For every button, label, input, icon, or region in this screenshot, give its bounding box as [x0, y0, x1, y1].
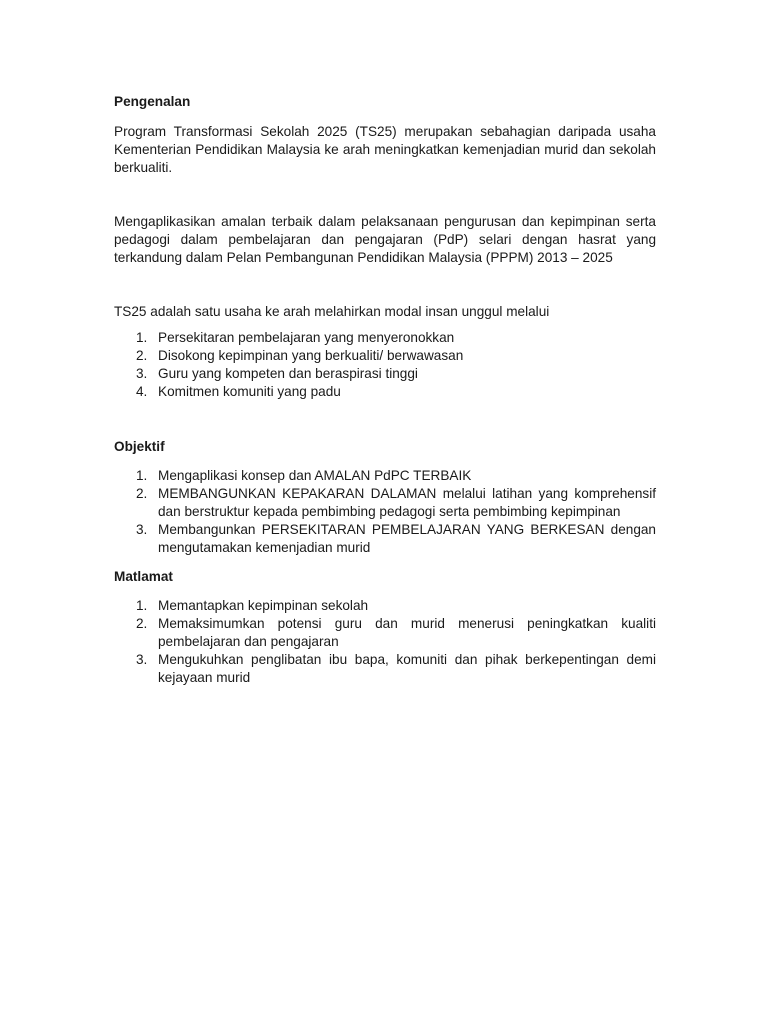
- list-item-text: Disokong kepimpinan yang berkualiti/ berwawasan: [158, 348, 464, 363]
- list-item-text: Guru yang kompeten dan beraspirasi tinggi: [158, 366, 418, 381]
- list-item-number: 1.: [136, 598, 148, 613]
- list-item-text: MEMBANGUNKAN KEPAKARAN DALAMAN melalui latihan yang komprehensif dan berstruktur kepada pembimbing pedagogi serta pembimbing kepimpinan: [158, 486, 656, 519]
- section-heading-objektif: Objektif: [114, 439, 165, 454]
- section-heading-matlamat: Matlamat: [114, 569, 173, 584]
- list-item-number: 3.: [136, 366, 148, 381]
- intro-list: [114, 329, 656, 401]
- intro-paragraph-2: Mengaplikasikan amalan terbaik dalam pelaksanaan pengurusan dan kepimpinan serta pedagogi dalam pembelajaran dan pengajaran (PdP) selari dengan hasrat yang terkandung dalam Pelan Pembangunan Pendidikan Malaysia (PPPM) 2013 – 2025: [114, 214, 656, 265]
- list-item-text: Memaksimumkan potensi guru dan murid menerusi peningkatkan kualiti pembelajaran dan pengajaran: [158, 616, 656, 649]
- matlamat-list: [114, 597, 656, 687]
- list-item-number: 3.: [136, 522, 148, 537]
- list-item-number: 2.: [136, 616, 148, 631]
- list-item-text: Mengaplikasi konsep dan AMALAN PdPC TERBAIK: [158, 468, 472, 483]
- intro-paragraph-1: Program Transformasi Sekolah 2025 (TS25) merupakan sebahagian daripada usaha Kementerian Pendidikan Malaysia ke arah meningkatkan kemenjadian murid dan sekolah berkualiti.: [114, 124, 656, 175]
- list-item-number: 2.: [136, 348, 148, 363]
- intro-paragraph-3: TS25 adalah satu usaha ke arah melahirkan modal insan unggul melalui: [114, 304, 550, 319]
- list-item: [114, 485, 656, 521]
- list-item: [114, 615, 656, 651]
- list-item: [114, 383, 656, 401]
- list-item-number: 3.: [136, 652, 148, 667]
- list-item: [114, 347, 656, 365]
- list-item: [114, 467, 656, 485]
- list-item: [114, 521, 656, 557]
- list-item-number: 4.: [136, 384, 148, 399]
- objektif-list: [114, 467, 656, 557]
- list-item-text: Komitmen komuniti yang padu: [158, 384, 341, 399]
- list-item: [114, 651, 656, 687]
- list-item-text: Mengukuhkan penglibatan ibu bapa, komuniti dan pihak berkepentingan demi kejayaan murid: [158, 652, 656, 685]
- list-item: [114, 597, 656, 615]
- list-item-number: 1.: [136, 330, 148, 345]
- list-item-text: Persekitaran pembelajaran yang menyeronokkan: [158, 330, 455, 345]
- list-item: [114, 365, 656, 383]
- list-item-text: Membangunkan PERSEKITARAN PEMBELAJARAN YANG BERKESAN dengan mengutamakan kemenjadian murid: [158, 522, 656, 555]
- list-item-number: 2.: [136, 486, 148, 501]
- section-heading-pengenalan: Pengenalan: [114, 94, 191, 109]
- list-item-number: 1.: [136, 468, 148, 483]
- list-item-text: Memantapkan kepimpinan sekolah: [158, 598, 369, 613]
- list-item: [114, 329, 656, 347]
- document-page: [114, 88, 656, 687]
